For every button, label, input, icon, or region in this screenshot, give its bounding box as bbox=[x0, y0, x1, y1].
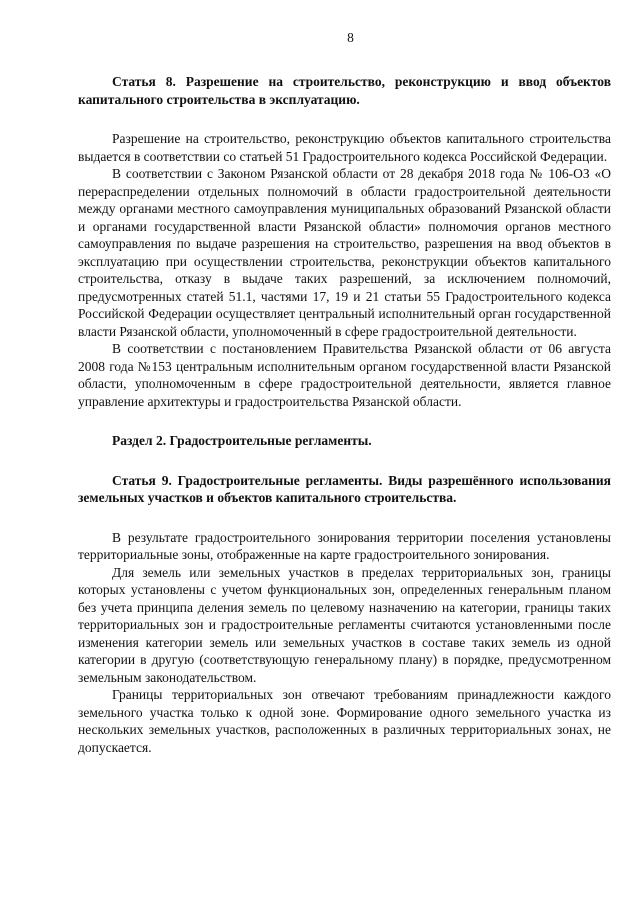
article-8-paragraph-3: В соответствии с постановлением Правительства Рязанской области от 06 августа 2008 года №153 центральным исполнительным органом государственной власти Рязанской области, уполномоченным в сфере градостроительной деятельности, является главное управление архитектуры и градостроительства Рязанской области. bbox=[78, 341, 611, 409]
article-8-heading: Статья 8. Разрешение на строительство, реконструкцию и ввод объектов капитального строительства в эксплуатацию. bbox=[78, 74, 611, 107]
article-9-heading: Статья 9. Градостроительные регламенты. Виды разрешённого использования земельных участков и объектов капитального строительства. bbox=[78, 472, 611, 505]
section-2-heading: Раздел 2. Градостроительные регламенты. bbox=[112, 433, 372, 448]
page-number: 8 bbox=[347, 30, 354, 45]
article-9-paragraph-2: Для земель или земельных участков в пределах территориальных зон, границы которых установлены с учетом функциональных зон, определенных генеральным планом без учета принципа деления земель по целевому назначению на категории, границы таких территориальных зон и градостроительные регламенты считаются установленными после изменения категории земель или земельных участков в составе таких земель из одной категории в другую (соответствующую генеральному плану) в порядке, предусмотренном земельным законодательством. bbox=[78, 564, 611, 685]
article-9-body bbox=[78, 529, 611, 757]
article-8-paragraph-1: Разрешение на строительство, реконструкцию объектов капитального строительства выдается в соответствии со статьей 51 Градостроительного кодекса Российской Федерации. bbox=[78, 131, 611, 164]
article-9-paragraph-3: Границы территориальных зон отвечают требованиям принадлежности каждого земельного участка только к одной зоне. Формирование одного земельного участка из нескольких земельных участков, расположенных в различных территориальных зонах, не допускается. bbox=[78, 687, 611, 755]
article-9-paragraph-1: В результате градостроительного зонирования территории поселения установлены территориальные зоны, отображенные на карте градостроительного зонирования. bbox=[78, 529, 611, 562]
article-8-body bbox=[78, 130, 611, 410]
article-8-paragraph-2: В соответствии с Законом Рязанской области от 28 декабря 2018 года № 106-ОЗ «О перераспределении отдельных полномочий в области градостроительной деятельности между органами местного самоуправления муниципальных образований Рязанской области и органами государственной власти Рязанской области» полномочия органов местного самоуправления по выдаче разрешения на строительство, разрешения на ввод объектов в эксплуатацию при осуществлении строительства, реконструкции объектов капитального строительства, отказу в выдаче таких разрешений, за исключением полномочий, предусмотренных статей 51.1, частями 17, 19 и 21 статьи 55 Градостроительного кодекса Российской Федерации осуществляет центральный исполнительный орган государственной власти Рязанской области, уполномоченный в сфере градостроительной деятельности. bbox=[78, 166, 611, 339]
